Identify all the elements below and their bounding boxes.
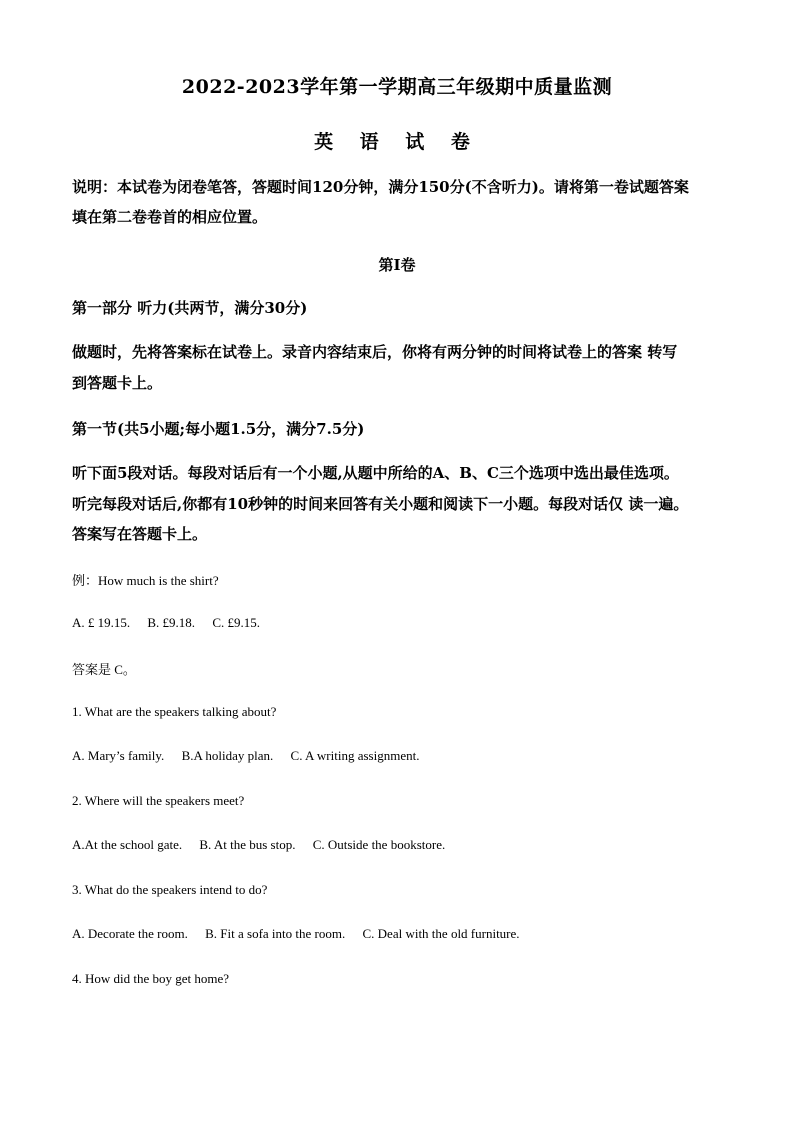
example-option-b: B. £9.18. bbox=[147, 615, 196, 630]
question-2-options bbox=[72, 837, 722, 853]
question-3: 3. What do the speakers intend to do? bbox=[72, 882, 268, 897]
section1-directions-line-3: 答案写在答题卡上。 bbox=[72, 525, 208, 543]
example-question: 例：How much is the shirt? bbox=[72, 573, 219, 588]
question-3-options bbox=[72, 926, 722, 942]
volume-title: 第I卷 bbox=[378, 256, 416, 274]
question-4: 4. How did the boy get home? bbox=[72, 971, 230, 986]
section1-directions-line-1: 听下面5段对话。每段对话后有一个小题,从题中所给的A、B、C三个选项中选出最佳选项。 bbox=[72, 464, 679, 482]
question-1: 1. What are the speakers talking about? bbox=[72, 704, 277, 719]
question-1-option-c: C. A writing assignment. bbox=[290, 748, 420, 763]
exam-subject-title: 英 语 试 卷 bbox=[314, 131, 480, 153]
instructions-line-2: 填在第二卷卷首的相应位置。 bbox=[72, 208, 268, 226]
instructions-line-1: 说明：本试卷为闭卷笔答，答题时间120分钟，满分150分(不含听力)。请将第一卷试题答案 bbox=[72, 178, 689, 196]
example-option-c: C. £9.15. bbox=[212, 615, 260, 630]
question-1-option-a: A. Mary’s family. bbox=[72, 748, 165, 763]
part1-intro-line-1: 做题时，先将答案标在试卷上。录音内容结束后，你将有两分钟的时间将试卷上的答案 转写 bbox=[72, 343, 678, 361]
example-option-a: A. £ 19.15. bbox=[72, 615, 131, 630]
question-3-option-b: B. Fit a sofa into the room. bbox=[205, 926, 346, 941]
example-answer: 答案是 C。 bbox=[72, 662, 136, 677]
question-2-option-c: C. Outside the bookstore. bbox=[312, 837, 446, 852]
question-3-option-c: C. Deal with the old furniture. bbox=[362, 926, 520, 941]
section1-heading: 第一节(共5小题;每小题1.5分，满分7.5分) bbox=[72, 420, 365, 438]
section1-directions-line-2: 听完每段对话后,你都有10秒钟的时间来回答有关小题和阅读下一小题。每段对话仅 读一遍。 bbox=[72, 495, 689, 513]
question-1-options bbox=[72, 748, 722, 764]
question-2-option-a: A.At the school gate. bbox=[72, 837, 183, 852]
question-2: 2. Where will the speakers meet? bbox=[72, 793, 245, 808]
question-3-option-a: A. Decorate the room. bbox=[72, 926, 188, 941]
exam-title: 2022-2023学年第一学期高三年级期中质量监测 bbox=[181, 76, 613, 98]
question-2-option-b: B. At the bus stop. bbox=[199, 837, 296, 852]
part1-intro-line-2: 到答题卡上。 bbox=[72, 374, 163, 392]
example-options bbox=[72, 615, 722, 631]
question-1-option-b: B.A holiday plan. bbox=[181, 748, 274, 763]
part1-heading: 第一部分 听力(共两节，满分30分) bbox=[72, 299, 308, 317]
